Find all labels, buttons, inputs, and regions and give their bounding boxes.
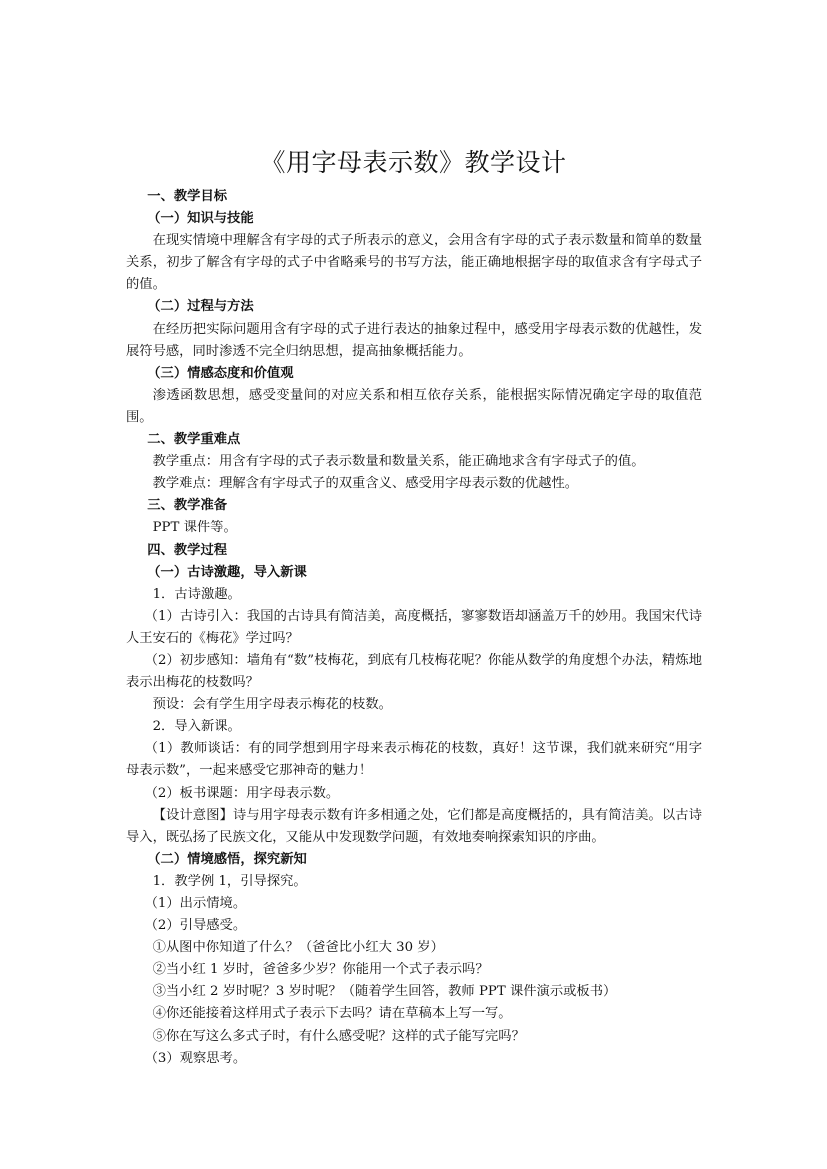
paragraph: 在经历把实际问题用含有字母的式子进行表达的抽象过程中，感受用字母表示数的优越性，发展符号感，同时渗透不完全归纳思想，提高抽象概括能力。 bbox=[126, 321, 702, 359]
section-heading: 四、教学过程 bbox=[147, 542, 228, 558]
section-heading: 一、教学目标 bbox=[147, 189, 228, 204]
subsection-heading: （三）情感态度和价值观 bbox=[147, 365, 294, 381]
list-item: ③当小红 2 岁时呢？3 岁时呢？（随着学生回答，教师 PPT 课件演示或板书） bbox=[152, 984, 617, 1000]
paragraph: （1）教师谈话：有的同学想到用字母来表示梅花的枝数，真好！这节课，我们就来研究“用字母表示数”，一起来感受它那神奇的魅力！ bbox=[126, 741, 702, 779]
section-heading: 二、教学重难点 bbox=[147, 432, 241, 448]
paragraph: 教学难点：理解含有字母式子的双重含义、感受用字母表示数的优越性。 bbox=[152, 476, 579, 492]
subsection-heading: （一）古诗激趣，导入新课 bbox=[147, 564, 307, 580]
list-item: 2．导入新课。 bbox=[152, 719, 241, 735]
paragraph: 渗透函数思想，感受变量间的对应关系和相互依存关系，能根据实际情况确定字母的取值范围。 bbox=[126, 387, 702, 425]
paragraph: 教学重点：用含有字母的式子表示数量和数量关系，能正确地求含有字母式子的值。 bbox=[152, 454, 645, 470]
list-item: 1．古诗激趣。 bbox=[152, 586, 241, 602]
list-item: ①从图中你知道了什么？（爸爸比小红大 30 岁） bbox=[152, 940, 444, 956]
list-item: ④你还能接着这样用式子表示下去吗？请在草稿本上写一写。 bbox=[152, 1006, 512, 1022]
section-heading: 三、教学准备 bbox=[147, 498, 228, 514]
paragraph: （2）板书课题：用字母表示数。 bbox=[144, 785, 340, 801]
design-intent-note: 【设计意图】诗与用字母表示数有许多相通之处，它们都是高度概括的，具有简洁美。以古诗导入，既弘扬了民族文化，又能从中发现数学问题，有效地奏响探索知识的序曲。 bbox=[126, 807, 702, 845]
list-item: ⑤你在写这么多式子时，有什么感受呢？这样的式子能写完吗？ bbox=[152, 1028, 525, 1044]
paragraph: （1）古诗引入：我国的古诗具有简洁美，高度概括，寥寥数语却涵盖万千的妙用。我国宋代诗人王安石的《梅花》学过吗？ bbox=[126, 608, 702, 646]
document-body bbox=[126, 186, 702, 1070]
paragraph: 在现实情境中理解含有字母的式子所表示的意义，会用含有字母的式子表示数量和简单的数量关系，初步了解含有字母的式子中省略乘号的书写方法，能正确地根据字母的取值求含有字母式子的值。 bbox=[126, 233, 702, 293]
subsection-heading: （二）情境感悟，探究新知 bbox=[147, 851, 307, 867]
subsection-heading: （二）过程与方法 bbox=[147, 299, 254, 315]
list-item: （2）引导感受。 bbox=[144, 918, 247, 934]
paragraph: 预设：会有学生用字母表示梅花的枝数。 bbox=[152, 697, 392, 713]
list-item: （3）观察思考。 bbox=[144, 1050, 247, 1066]
document-title: 《用字母表示数》教学设计 bbox=[260, 147, 567, 177]
paragraph: PPT 课件等。 bbox=[152, 520, 237, 536]
list-item: ②当小红 1 岁时，爸爸多少岁？你能用一个式子表示吗？ bbox=[152, 962, 489, 978]
paragraph: （2）初步感知：墙角有“数”枝梅花，到底有几枝梅花呢？你能从数学的角度想个办法，精炼地表示出梅花的枝数吗？ bbox=[126, 652, 702, 691]
list-item: 1．教学例 1，引导探究。 bbox=[152, 873, 307, 889]
subsection-heading: （一）知识与技能 bbox=[147, 211, 254, 227]
list-item: （1）出示情境。 bbox=[144, 896, 247, 911]
